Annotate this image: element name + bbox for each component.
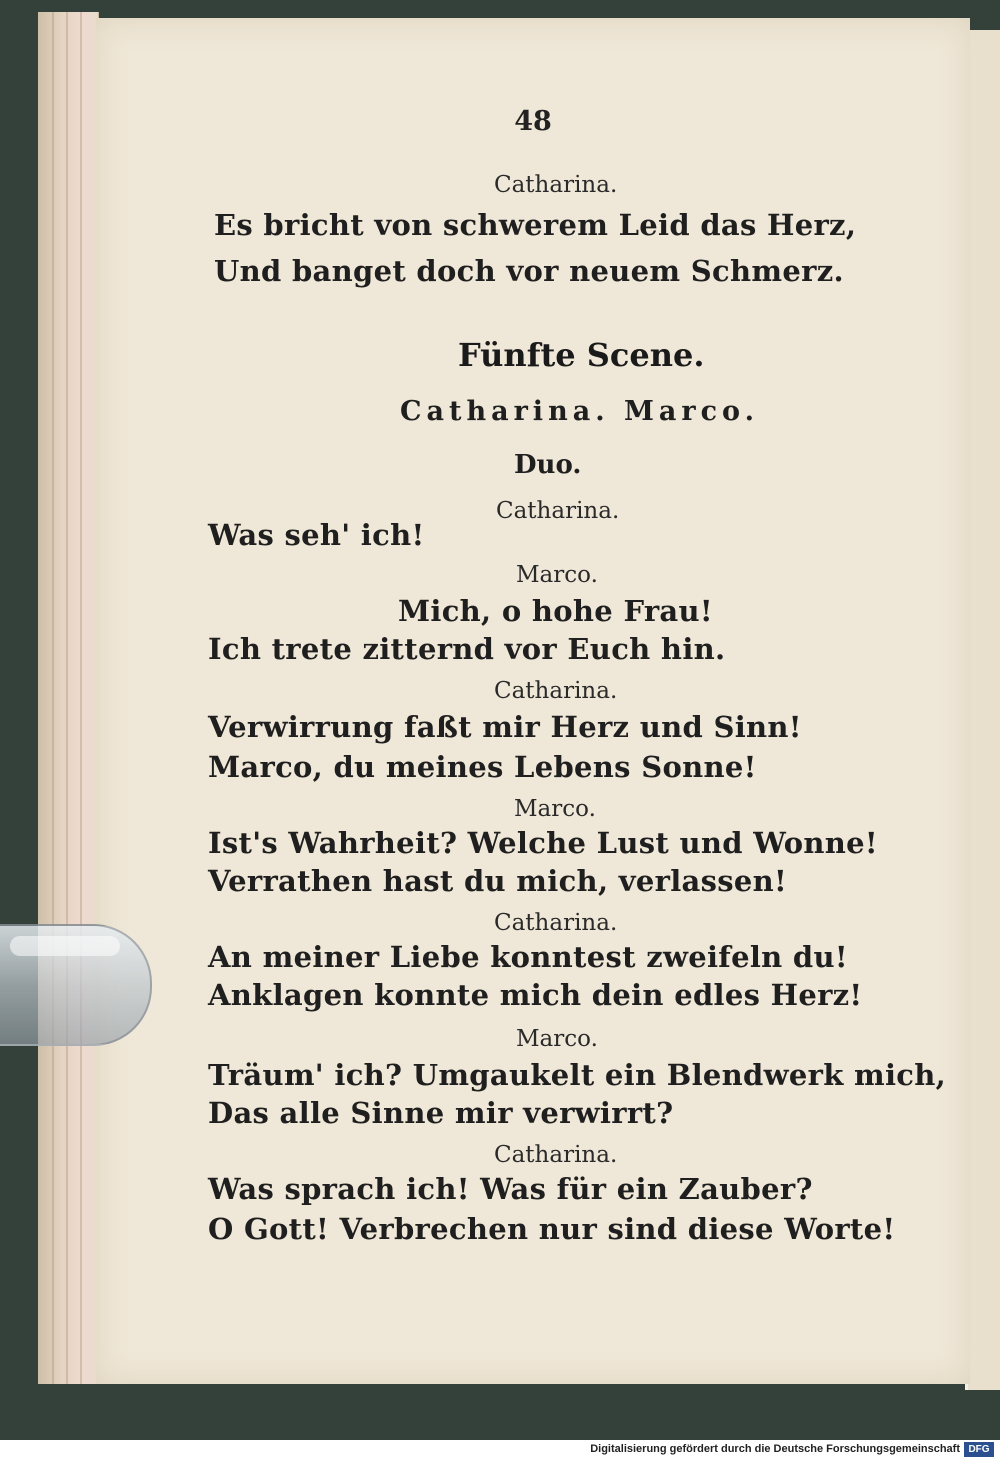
speaker-name: Catharina. xyxy=(494,172,618,198)
page-edges xyxy=(38,12,99,1384)
speaker-name: Catharina. xyxy=(494,678,618,704)
page-number: 48 xyxy=(514,106,552,137)
funding-credit: Digitalisierung gefördert durch die Deutsche Forschungsgemeinschaft xyxy=(590,1443,960,1455)
verse-line: Was seh' ich! xyxy=(208,518,425,552)
page-holder-clip xyxy=(0,924,152,1046)
speaker-name: Catharina. xyxy=(494,910,618,936)
verse-line: O Gott! Verbrechen nur sind diese Worte! xyxy=(208,1212,896,1246)
page-edge-line xyxy=(80,12,82,1384)
book-page xyxy=(96,18,970,1384)
verse-line: Es bricht von schwerem Leid das Herz, xyxy=(214,208,857,242)
verse-line: Was sprach ich! Was für ein Zauber? xyxy=(208,1172,813,1206)
verse-line: Marco, du meines Lebens Sonne! xyxy=(208,750,757,784)
section-heading: Duo. xyxy=(514,450,582,480)
speaker-name: Catharina. xyxy=(496,498,620,524)
speaker-name: Marco. xyxy=(514,796,596,822)
verse-line: Ich trete zitternd vor Euch hin. xyxy=(208,632,726,666)
page-edge-line xyxy=(52,12,54,1384)
verse-line: Verrathen hast du mich, verlassen! xyxy=(208,864,788,898)
verse-line: Und banget doch vor neuem Schmerz. xyxy=(214,254,844,288)
verse-line: An meiner Liebe konntest zweifeln du! xyxy=(208,940,848,974)
speaker-name: Marco. xyxy=(516,562,598,588)
clip-highlight xyxy=(10,936,120,956)
verse-line: Anklagen konnte mich dein edles Herz! xyxy=(208,978,863,1012)
verse-line: Träum' ich? Umgaukelt ein Blendwerk mich, xyxy=(208,1058,947,1092)
dfg-logo: DFG xyxy=(964,1442,994,1457)
speaker-name: Marco. xyxy=(516,1026,598,1052)
verse-line: Ist's Wahrheit? Welche Lust und Wonne! xyxy=(208,826,878,860)
facing-page-edge xyxy=(965,30,1000,1390)
verse-line: Verwirrung faßt mir Herz und Sinn! xyxy=(208,710,802,744)
scene-heading: Fünfte Scene. xyxy=(458,336,705,374)
page-edge-line xyxy=(66,12,68,1384)
verse-line: Mich, o hohe Frau! xyxy=(398,594,713,628)
cast-list: Catharina. Marco. xyxy=(400,396,759,427)
verse-line: Das alle Sinne mir verwirrt? xyxy=(208,1096,674,1130)
speaker-name: Catharina. xyxy=(494,1142,618,1168)
